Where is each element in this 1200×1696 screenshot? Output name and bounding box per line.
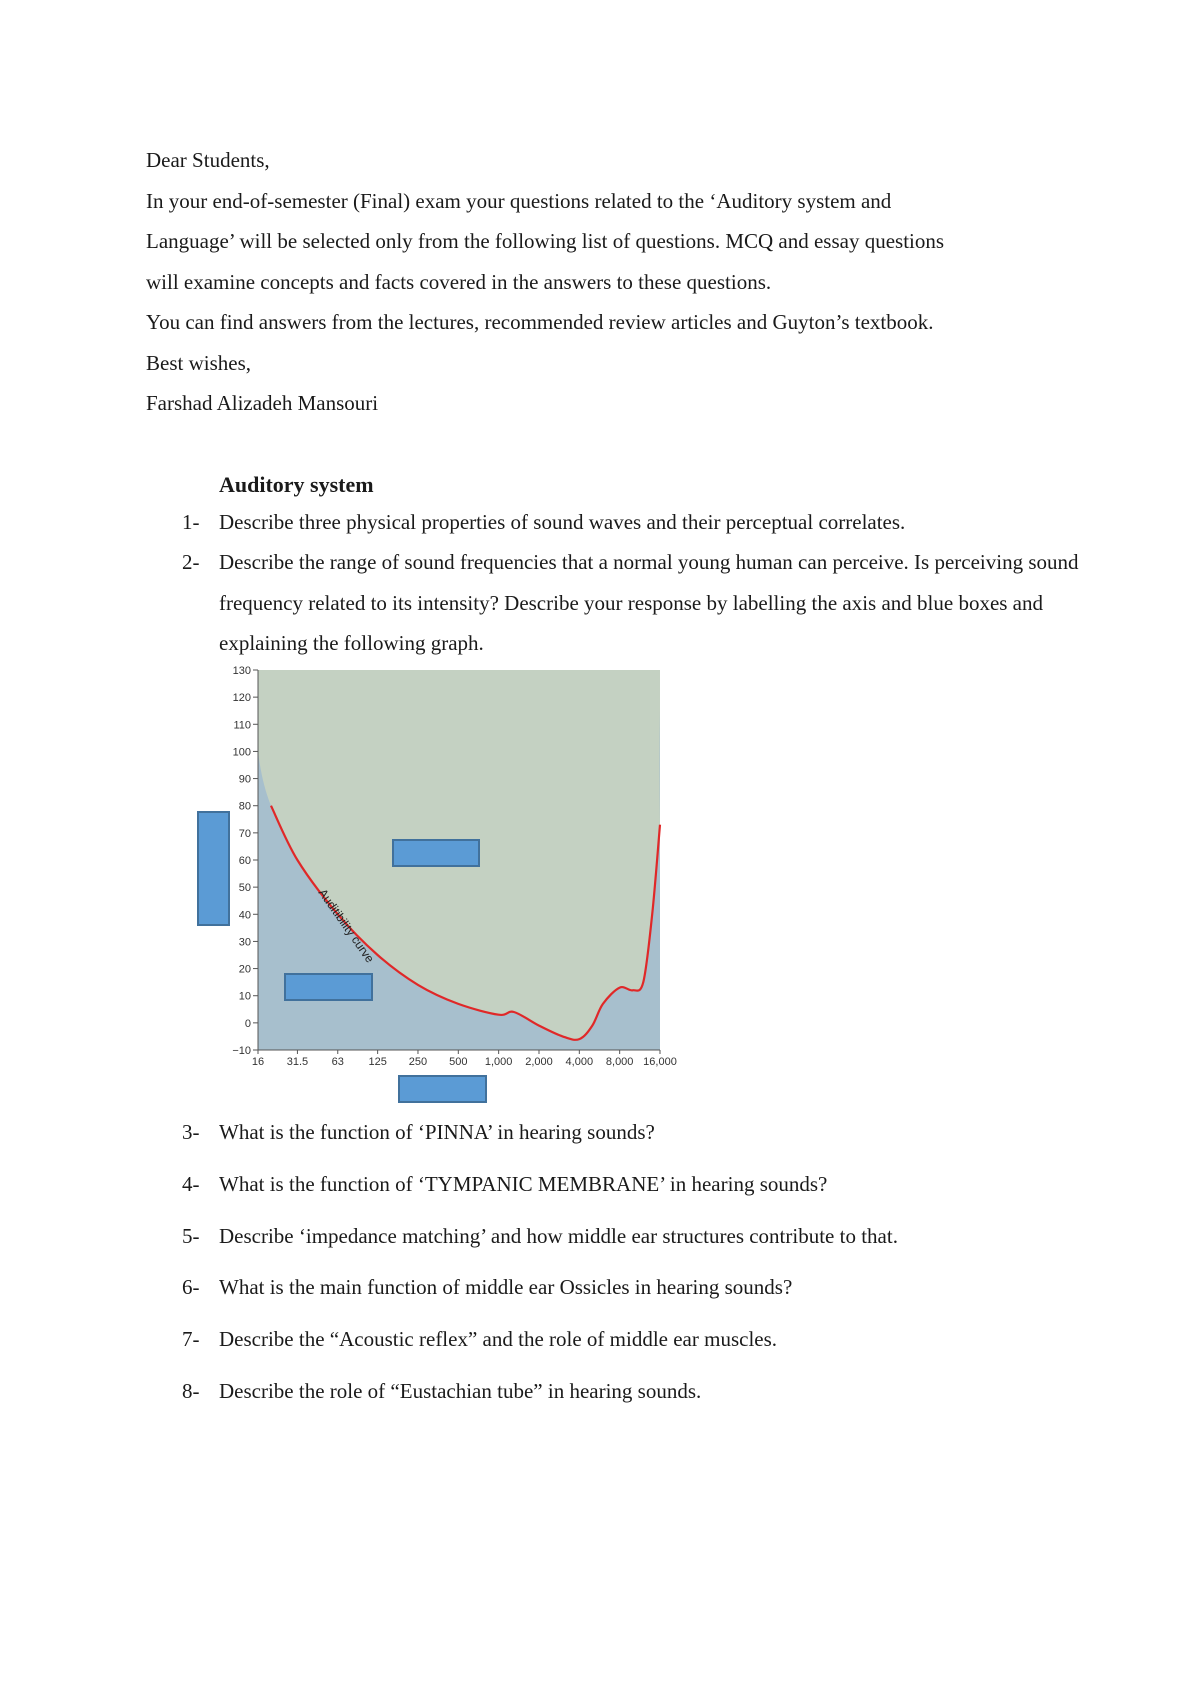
- curve-label: Auditibility curve: [315, 886, 377, 966]
- question-number: 6-: [182, 1275, 200, 1299]
- question-number: 4-: [182, 1172, 200, 1196]
- question-item: [146, 542, 1086, 664]
- question-text: Describe three physical properties of sound waves and their perceptual correlates.: [219, 510, 906, 534]
- question-text: What is the function of ‘PINNA’ in hearing sounds?: [219, 1120, 655, 1144]
- section-title: Auditory system: [219, 472, 374, 497]
- x-tick-label: 125: [368, 1056, 387, 1068]
- question-number: 2-: [182, 550, 200, 574]
- x-tick-label: 63: [331, 1056, 344, 1068]
- x-tick-label: 16: [251, 1056, 265, 1068]
- x-tick-label: 500: [449, 1056, 468, 1068]
- question-item: [146, 1164, 1086, 1205]
- question-text: Describe the “Acoustic reflex” and the role of middle ear muscles.: [219, 1327, 778, 1351]
- question-number: 5-: [182, 1224, 200, 1248]
- y-tick-label: 110: [233, 719, 251, 732]
- y-tick-label: 60: [238, 855, 251, 867]
- question-number: 8-: [182, 1379, 200, 1403]
- x-tick-label: 8,000: [605, 1056, 634, 1068]
- closing: Best wishes,: [146, 350, 251, 375]
- y-tick-label: 20: [238, 963, 251, 976]
- y-tick-label: 10: [238, 990, 251, 1003]
- question-number: 7-: [182, 1327, 200, 1351]
- question-item: [146, 502, 1086, 543]
- question-item: [146, 1267, 1086, 1308]
- intro-line-4: You can find answers from the lectures, recommended review articles and Guyton’s textbook.: [146, 310, 934, 334]
- question-number: 3-: [182, 1120, 200, 1144]
- question-item: [146, 1319, 1086, 1360]
- letter-intro: [146, 140, 1066, 424]
- intro-line-3: will examine concepts and facts covered in the answers to these questions.: [146, 269, 772, 294]
- y-tick-label: 30: [238, 936, 251, 949]
- y-tick-label: 130: [232, 665, 251, 677]
- question-text: Describe the range of sound frequencies that a normal young human can perceive. Is perceiving sound frequency related to its intensity? Describe your response by labelling the axis and blue boxes and explaining the following graph.: [219, 550, 1079, 655]
- question-text: What is the main function of middle ear Ossicles in hearing sounds?: [219, 1275, 793, 1299]
- y-tick-label: 40: [238, 909, 251, 922]
- question-number: 1-: [182, 510, 200, 534]
- question-text: Describe ‘impedance matching’ and how middle ear structures contribute to that.: [219, 1224, 898, 1248]
- y-tick-label: 100: [232, 746, 251, 759]
- below-curve-label-box: [285, 974, 372, 1000]
- greeting: Dear Students,: [146, 148, 270, 172]
- audibility-chart: [190, 665, 680, 1105]
- y-axis: [232, 665, 258, 1057]
- x-axis-label-box: [399, 1076, 486, 1102]
- y-tick-label: 80: [238, 800, 251, 813]
- y-tick-label: 50: [238, 882, 251, 895]
- intro-line-1: In your end-of-semester (Final) exam your questions related to the ‘Auditory system and: [146, 188, 892, 213]
- question-item: [146, 1112, 1086, 1153]
- x-tick-label: 250: [408, 1056, 428, 1068]
- y-tick-label: 90: [238, 773, 251, 786]
- x-axis: [252, 1050, 677, 1068]
- x-tick-label: 1,000: [484, 1056, 513, 1068]
- question-text: What is the function of ‘TYMPANIC MEMBRANE’ in hearing sounds?: [219, 1172, 828, 1196]
- y-axis-label-box: [198, 812, 229, 925]
- x-tick-label: 4,000: [565, 1056, 594, 1068]
- y-tick-label: 0: [244, 1017, 251, 1030]
- question-item: [146, 1371, 1086, 1412]
- question-item: [146, 1216, 1086, 1257]
- x-tick-label: 2,000: [525, 1056, 553, 1068]
- intro-line-2: Language’ will be selected only from the following list of questions. MCQ and essay questions: [146, 229, 945, 253]
- x-tick-label: 31.5: [286, 1056, 309, 1068]
- y-tick-label: 70: [238, 827, 251, 840]
- y-tick-label: −10: [232, 1045, 251, 1057]
- signature: Farshad Alizadeh Mansouri: [146, 391, 379, 415]
- x-tick-label: 16,000: [643, 1056, 677, 1068]
- question-text: Describe the role of “Eustachian tube” in hearing sounds.: [219, 1379, 702, 1403]
- y-tick-label: 120: [232, 692, 251, 705]
- above-curve-label-box: [393, 840, 479, 866]
